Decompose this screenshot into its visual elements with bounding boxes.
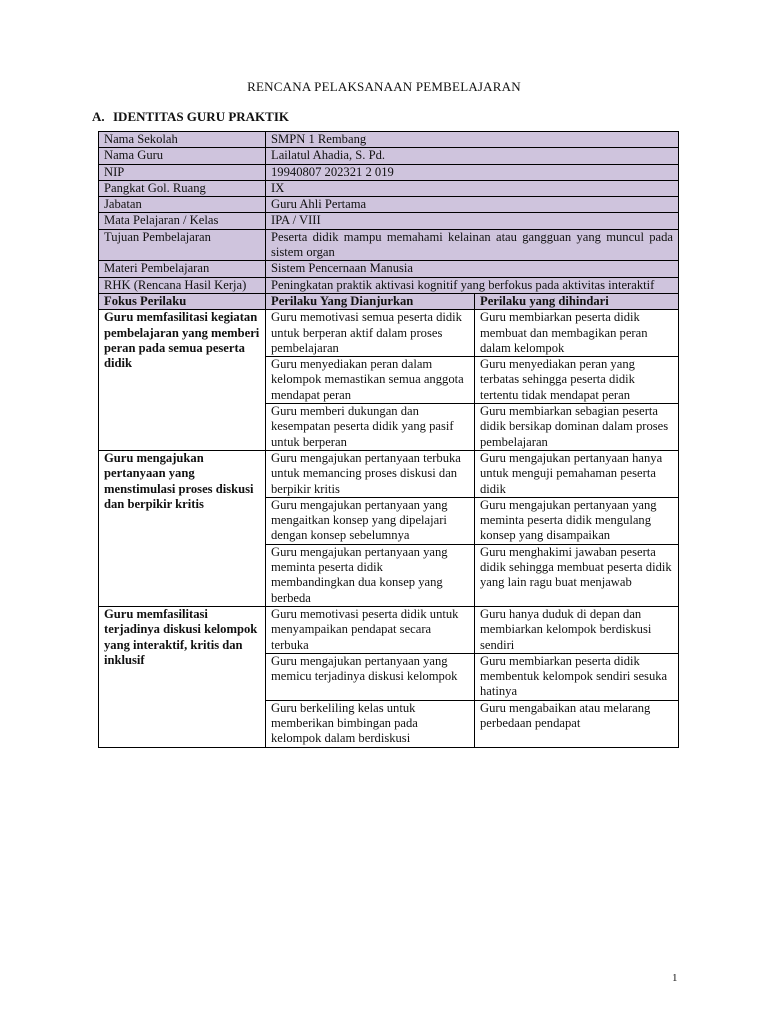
recommended-cell: Guru mengajukan pertanyaan yang meminta peserta didik membandingkan dua konsep yang berbeda — [266, 544, 475, 606]
focus-cell: Guru mengajukan pertanyaan yang menstimulasi proses diskusi dan berpikir kritis — [99, 450, 266, 606]
identity-label: Nama Sekolah — [99, 132, 266, 148]
identity-value: Peningkatan praktik aktivasi kognitif yang berfokus pada aktivitas interaktif — [266, 277, 679, 293]
identity-value: IPA / VIII — [266, 213, 679, 229]
section-a-heading — [92, 109, 289, 125]
avoided-cell: Guru membiarkan peserta didik membentuk kelompok sendiri sesuka hatinya — [475, 653, 679, 700]
avoided-cell: Guru membiarkan sebagian peserta didik bersikap dominan dalam proses pembelajaran — [475, 404, 679, 451]
identity-row-teacher — [99, 148, 679, 164]
rpp-table — [98, 131, 679, 748]
table-row — [99, 450, 679, 497]
header-recommended: Perilaku Yang Dianjurkan — [266, 293, 475, 309]
recommended-cell: Guru memotivasi semua peserta didik untuk berperan aktif dalam proses pembelajaran — [266, 310, 475, 357]
identity-row-rhk — [99, 277, 679, 293]
section-a-title: IDENTITAS GURU PRAKTIK — [113, 109, 290, 124]
identity-label: RHK (Rencana Hasil Kerja) — [99, 277, 266, 293]
recommended-cell: Guru mengajukan pertanyaan yang mengaitkan konsep yang dipelajari dengan konsep sebelumnya — [266, 497, 475, 544]
avoided-cell: Guru menghakimi jawaban peserta didik sehingga membuat peserta didik yang lain ragu buat menjawab — [475, 544, 679, 606]
identity-value: IX — [266, 180, 679, 196]
identity-row-subject — [99, 213, 679, 229]
identity-label: Jabatan — [99, 197, 266, 213]
focus-cell: Guru memfasilitasi kegiatan pembelajaran yang memberi peran pada semua peserta didik — [99, 310, 266, 451]
identity-label: Nama Guru — [99, 148, 266, 164]
identity-row-nip — [99, 164, 679, 180]
identity-value: Peserta didik mampu memahami kelainan atau gangguan yang muncul pada sistem organ — [266, 229, 679, 261]
table-row — [99, 606, 679, 653]
identity-row-objective — [99, 229, 679, 261]
identity-label: Mata Pelajaran / Kelas — [99, 213, 266, 229]
identity-label: Tujuan Pembelajaran — [99, 229, 266, 261]
recommended-cell: Guru memberi dukungan dan kesempatan peserta didik yang pasif untuk berperan — [266, 404, 475, 451]
avoided-cell: Guru mengajukan pertanyaan hanya untuk menguji pemahaman peserta didik — [475, 450, 679, 497]
table-row — [99, 310, 679, 357]
identity-value: SMPN 1 Rembang — [266, 132, 679, 148]
identity-row-rank — [99, 180, 679, 196]
avoided-cell: Guru membiarkan peserta didik membuat dan membagikan peran dalam kelompok — [475, 310, 679, 357]
header-focus: Fokus Perilaku — [99, 293, 266, 309]
recommended-cell: Guru memotivasi peserta didik untuk menyampaikan pendapat secara terbuka — [266, 606, 475, 653]
page-number: 1 — [672, 972, 678, 984]
identity-label: NIP — [99, 164, 266, 180]
avoided-cell: Guru menyediakan peran yang terbatas sehingga peserta didik tertentu tidak mendapat peran — [475, 357, 679, 404]
identity-row-position — [99, 197, 679, 213]
recommended-cell: Guru mengajukan pertanyaan yang memicu terjadinya diskusi kelompok — [266, 653, 475, 700]
avoided-cell: Guru mengajukan pertanyaan yang meminta peserta didik mengulang konsep yang disampaikan — [475, 497, 679, 544]
behavior-header-row — [99, 293, 679, 309]
identity-label: Pangkat Gol. Ruang — [99, 180, 266, 196]
identity-label: Materi Pembelajaran — [99, 261, 266, 277]
identity-value: Lailatul Ahadia, S. Pd. — [266, 148, 679, 164]
recommended-cell: Guru mengajukan pertanyaan terbuka untuk memancing proses diskusi dan berpikir kritis — [266, 450, 475, 497]
identity-value: Guru Ahli Pertama — [266, 197, 679, 213]
identity-value: Sistem Pencernaan Manusia — [266, 261, 679, 277]
focus-cell: Guru memfasilitasi terjadinya diskusi kelompok yang interaktif, kritis dan inklusif — [99, 606, 266, 747]
avoided-cell: Guru hanya duduk di depan dan membiarkan kelompok berdiskusi sendiri — [475, 606, 679, 653]
identity-value: 19940807 202321 2 019 — [266, 164, 679, 180]
recommended-cell: Guru menyediakan peran dalam kelompok memastikan semua anggota mendapat peran — [266, 357, 475, 404]
identity-row-material — [99, 261, 679, 277]
section-a-letter: A. — [92, 109, 105, 124]
document-title: RENCANA PELAKSANAAN PEMBELAJARAN — [247, 79, 521, 94]
recommended-cell: Guru berkeliling kelas untuk memberikan bimbingan pada kelompok dalam berdiskusi — [266, 700, 475, 747]
avoided-cell: Guru mengabaikan atau melarang perbedaan pendapat — [475, 700, 679, 747]
identity-row-school — [99, 132, 679, 148]
header-avoided: Perilaku yang dihindari — [475, 293, 679, 309]
